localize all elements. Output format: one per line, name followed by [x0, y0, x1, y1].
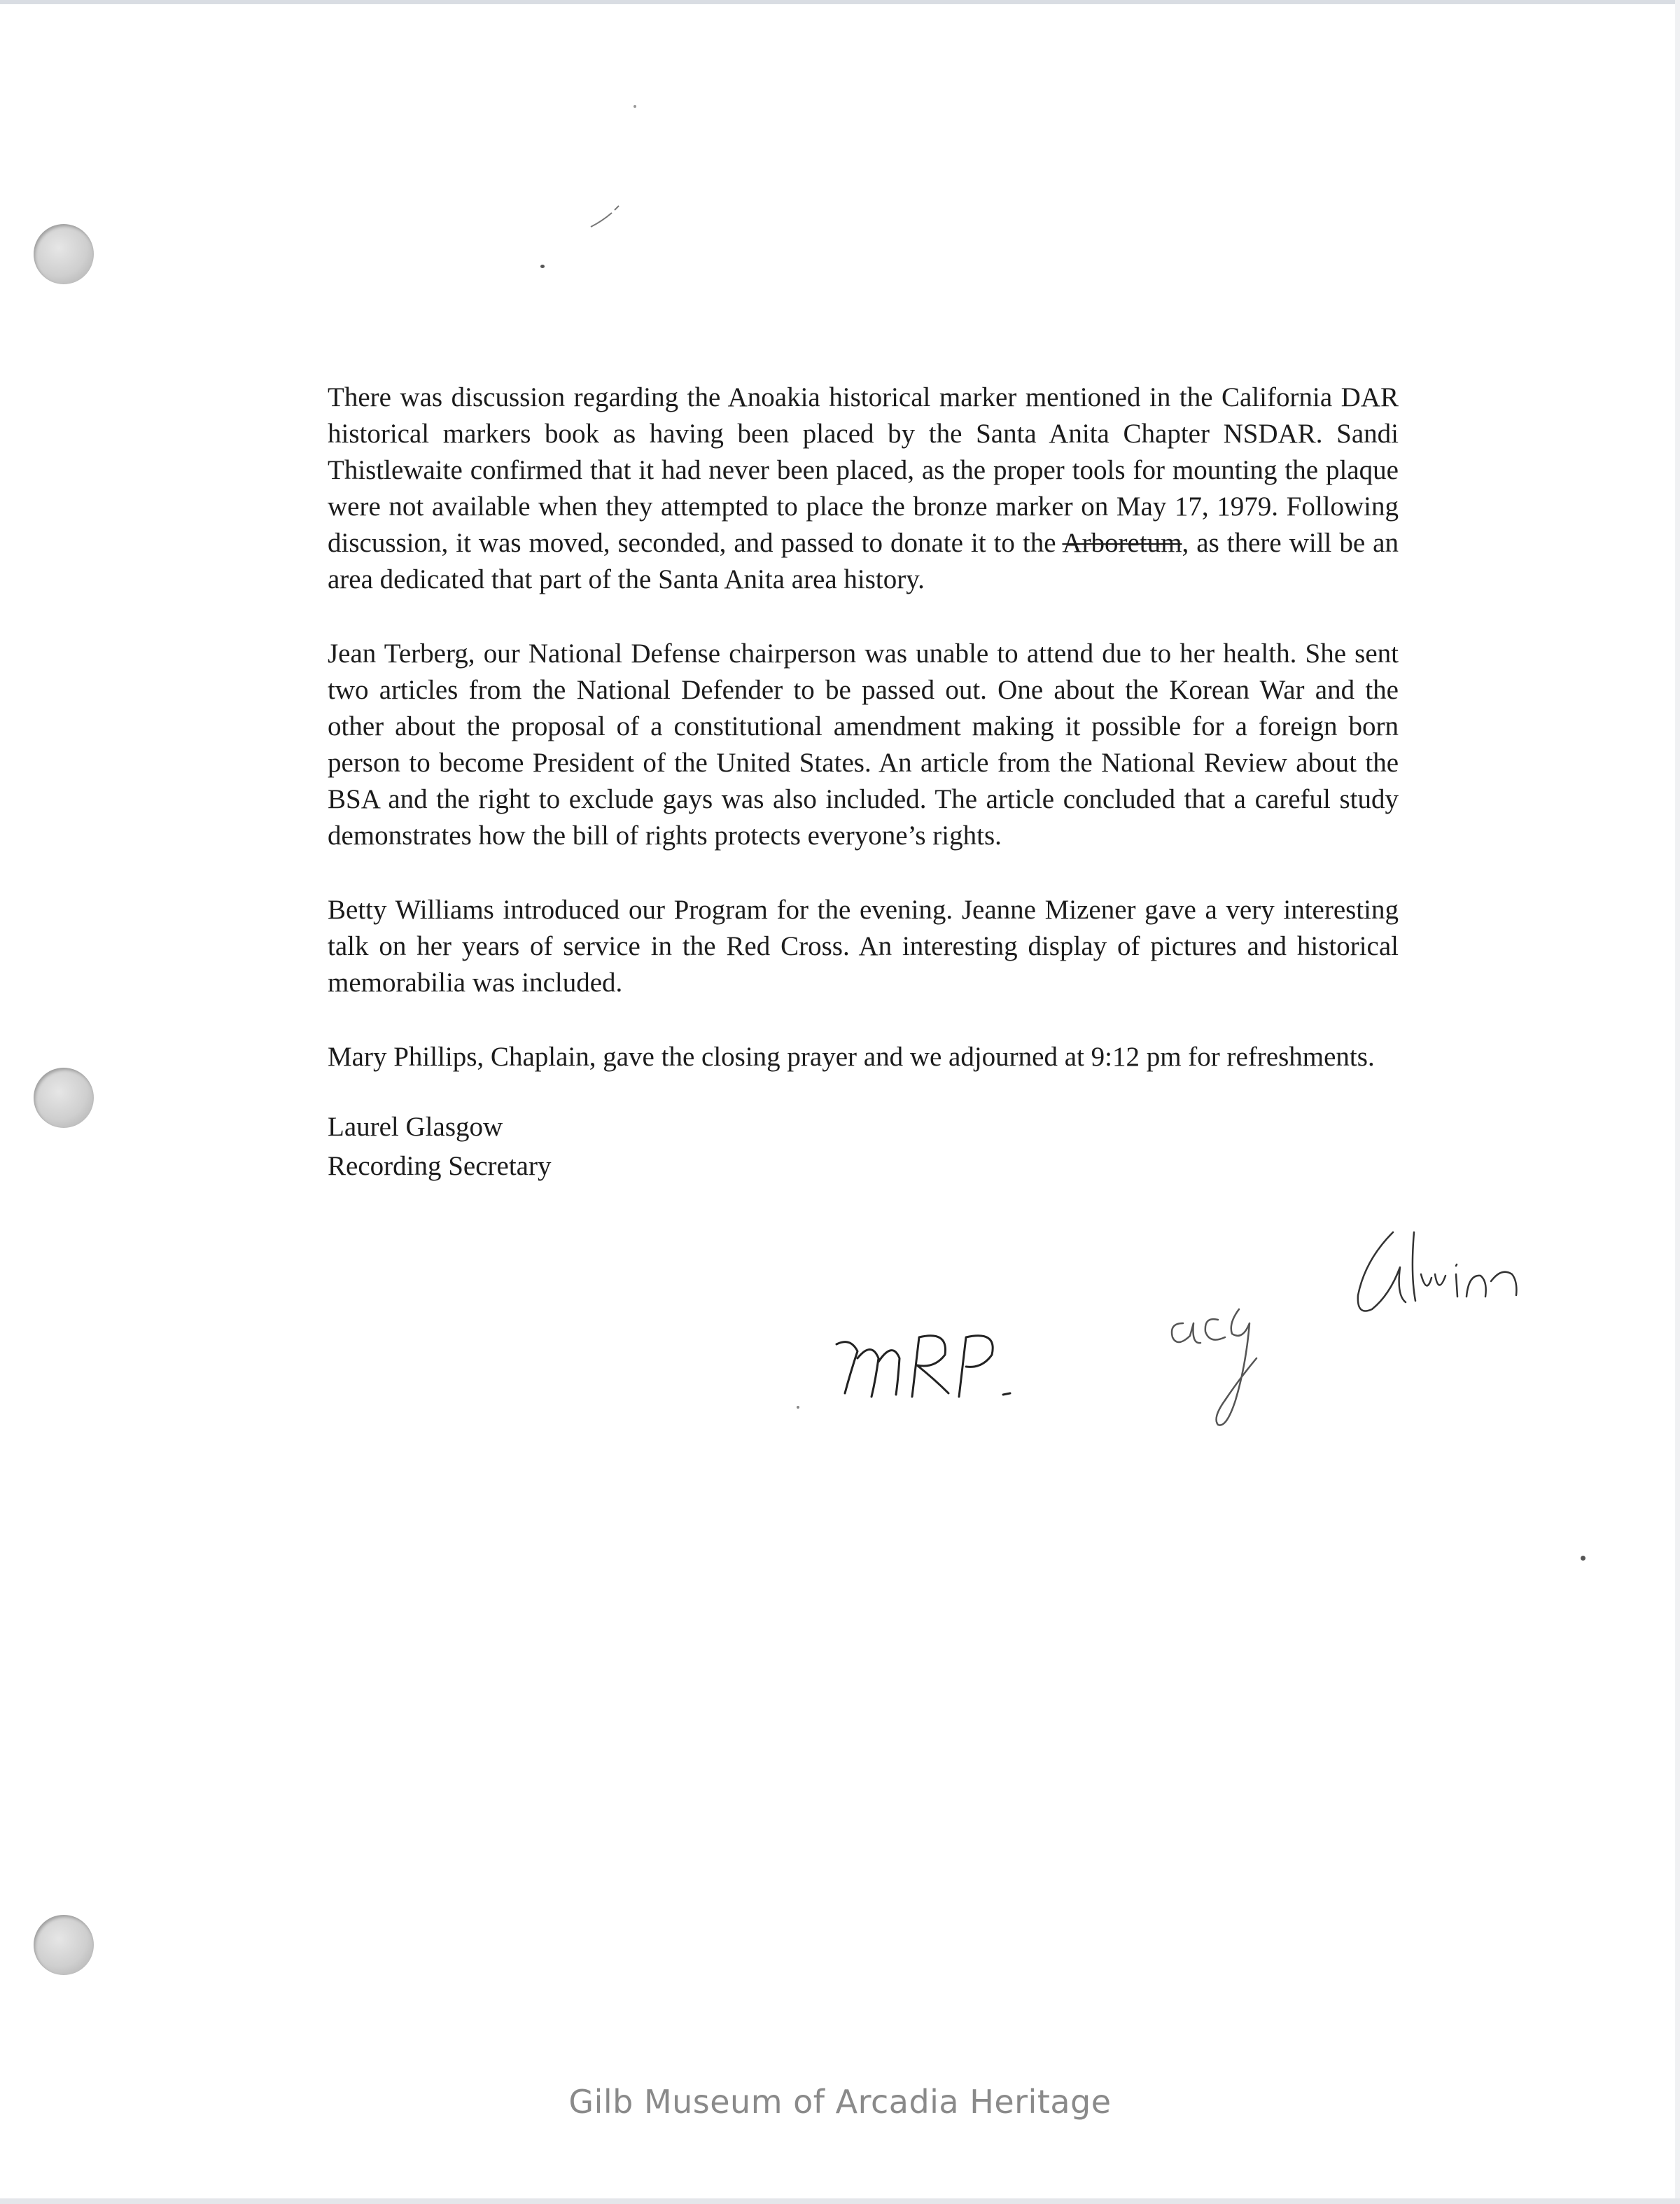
punch-hole-bottom — [34, 1915, 94, 1975]
paragraph-national-defense: Jean Terberg, our National Defense chairperson was unable to attend due to her health. She sent two articles from the National Defender to be passed out. One about the Korean War and the other about the proposal of a constitutional amendment making it possible for a foreign born person to become President of the United States. An article from the National Review about the BSA and the right to exclude gays was also included. The article concluded that a careful study demonstrates how the bill of rights protects everyone’s rights. — [328, 639, 1399, 851]
handwritten-initials-mrp — [830, 1316, 1040, 1421]
scan-right-edge — [1675, 0, 1680, 2204]
signatory-name: Laurel Glasgow — [328, 1112, 503, 1142]
scan-speck — [540, 265, 545, 268]
scan-speck — [1581, 1556, 1586, 1561]
paragraph-closing: Mary Phillips, Chaplain, gave the closing prayer and we adjourned at 9:12 pm for refreshments. — [328, 1042, 1375, 1072]
scan-bottom-edge — [0, 2198, 1680, 2204]
minutes-body — [328, 379, 1399, 1186]
museum-watermark: Gilb Museum of Arcadia Heritage — [568, 2083, 1112, 2121]
paragraph-historical-marker — [328, 379, 1399, 598]
paragraph-program: Betty Williams introduced our Program for the evening. Jeanne Mizener gave a very interesting talk on her years of service in the Red Cross. An interesting display of pictures and historical memorabilia was included. — [328, 895, 1399, 998]
scan-mark — [588, 203, 623, 231]
struck-out-word: Arboretum — [1062, 528, 1182, 558]
signatory-title: Recording Secretary — [328, 1151, 552, 1181]
paragraph-text: There was discussion regarding the Anoakia historical marker mentioned in the California DAR historical markers book as having been placed by the Santa Anita Chapter NSDAR. Sandi Thistlewaite confirmed that it had never been placed, as the proper tools for mounting the plaque were not available when they attempted to place the bronze marker on May 17, 1979. Following discussion, it was moved, seconded, and passed to donate it to the — [328, 382, 1399, 558]
signatory-block — [328, 1108, 1399, 1186]
handwritten-signature-alvin — [1351, 1218, 1533, 1337]
punch-hole-top — [34, 224, 94, 284]
scan-speck — [634, 105, 636, 108]
punch-hole-middle — [34, 1068, 94, 1128]
scan-top-edge — [0, 0, 1680, 4]
scan-speck — [797, 1406, 799, 1409]
handwritten-initials-ag — [1162, 1281, 1330, 1449]
paragraph-text: , as there will be an area dedicated that part of the Santa Anita area history. — [328, 528, 1399, 594]
